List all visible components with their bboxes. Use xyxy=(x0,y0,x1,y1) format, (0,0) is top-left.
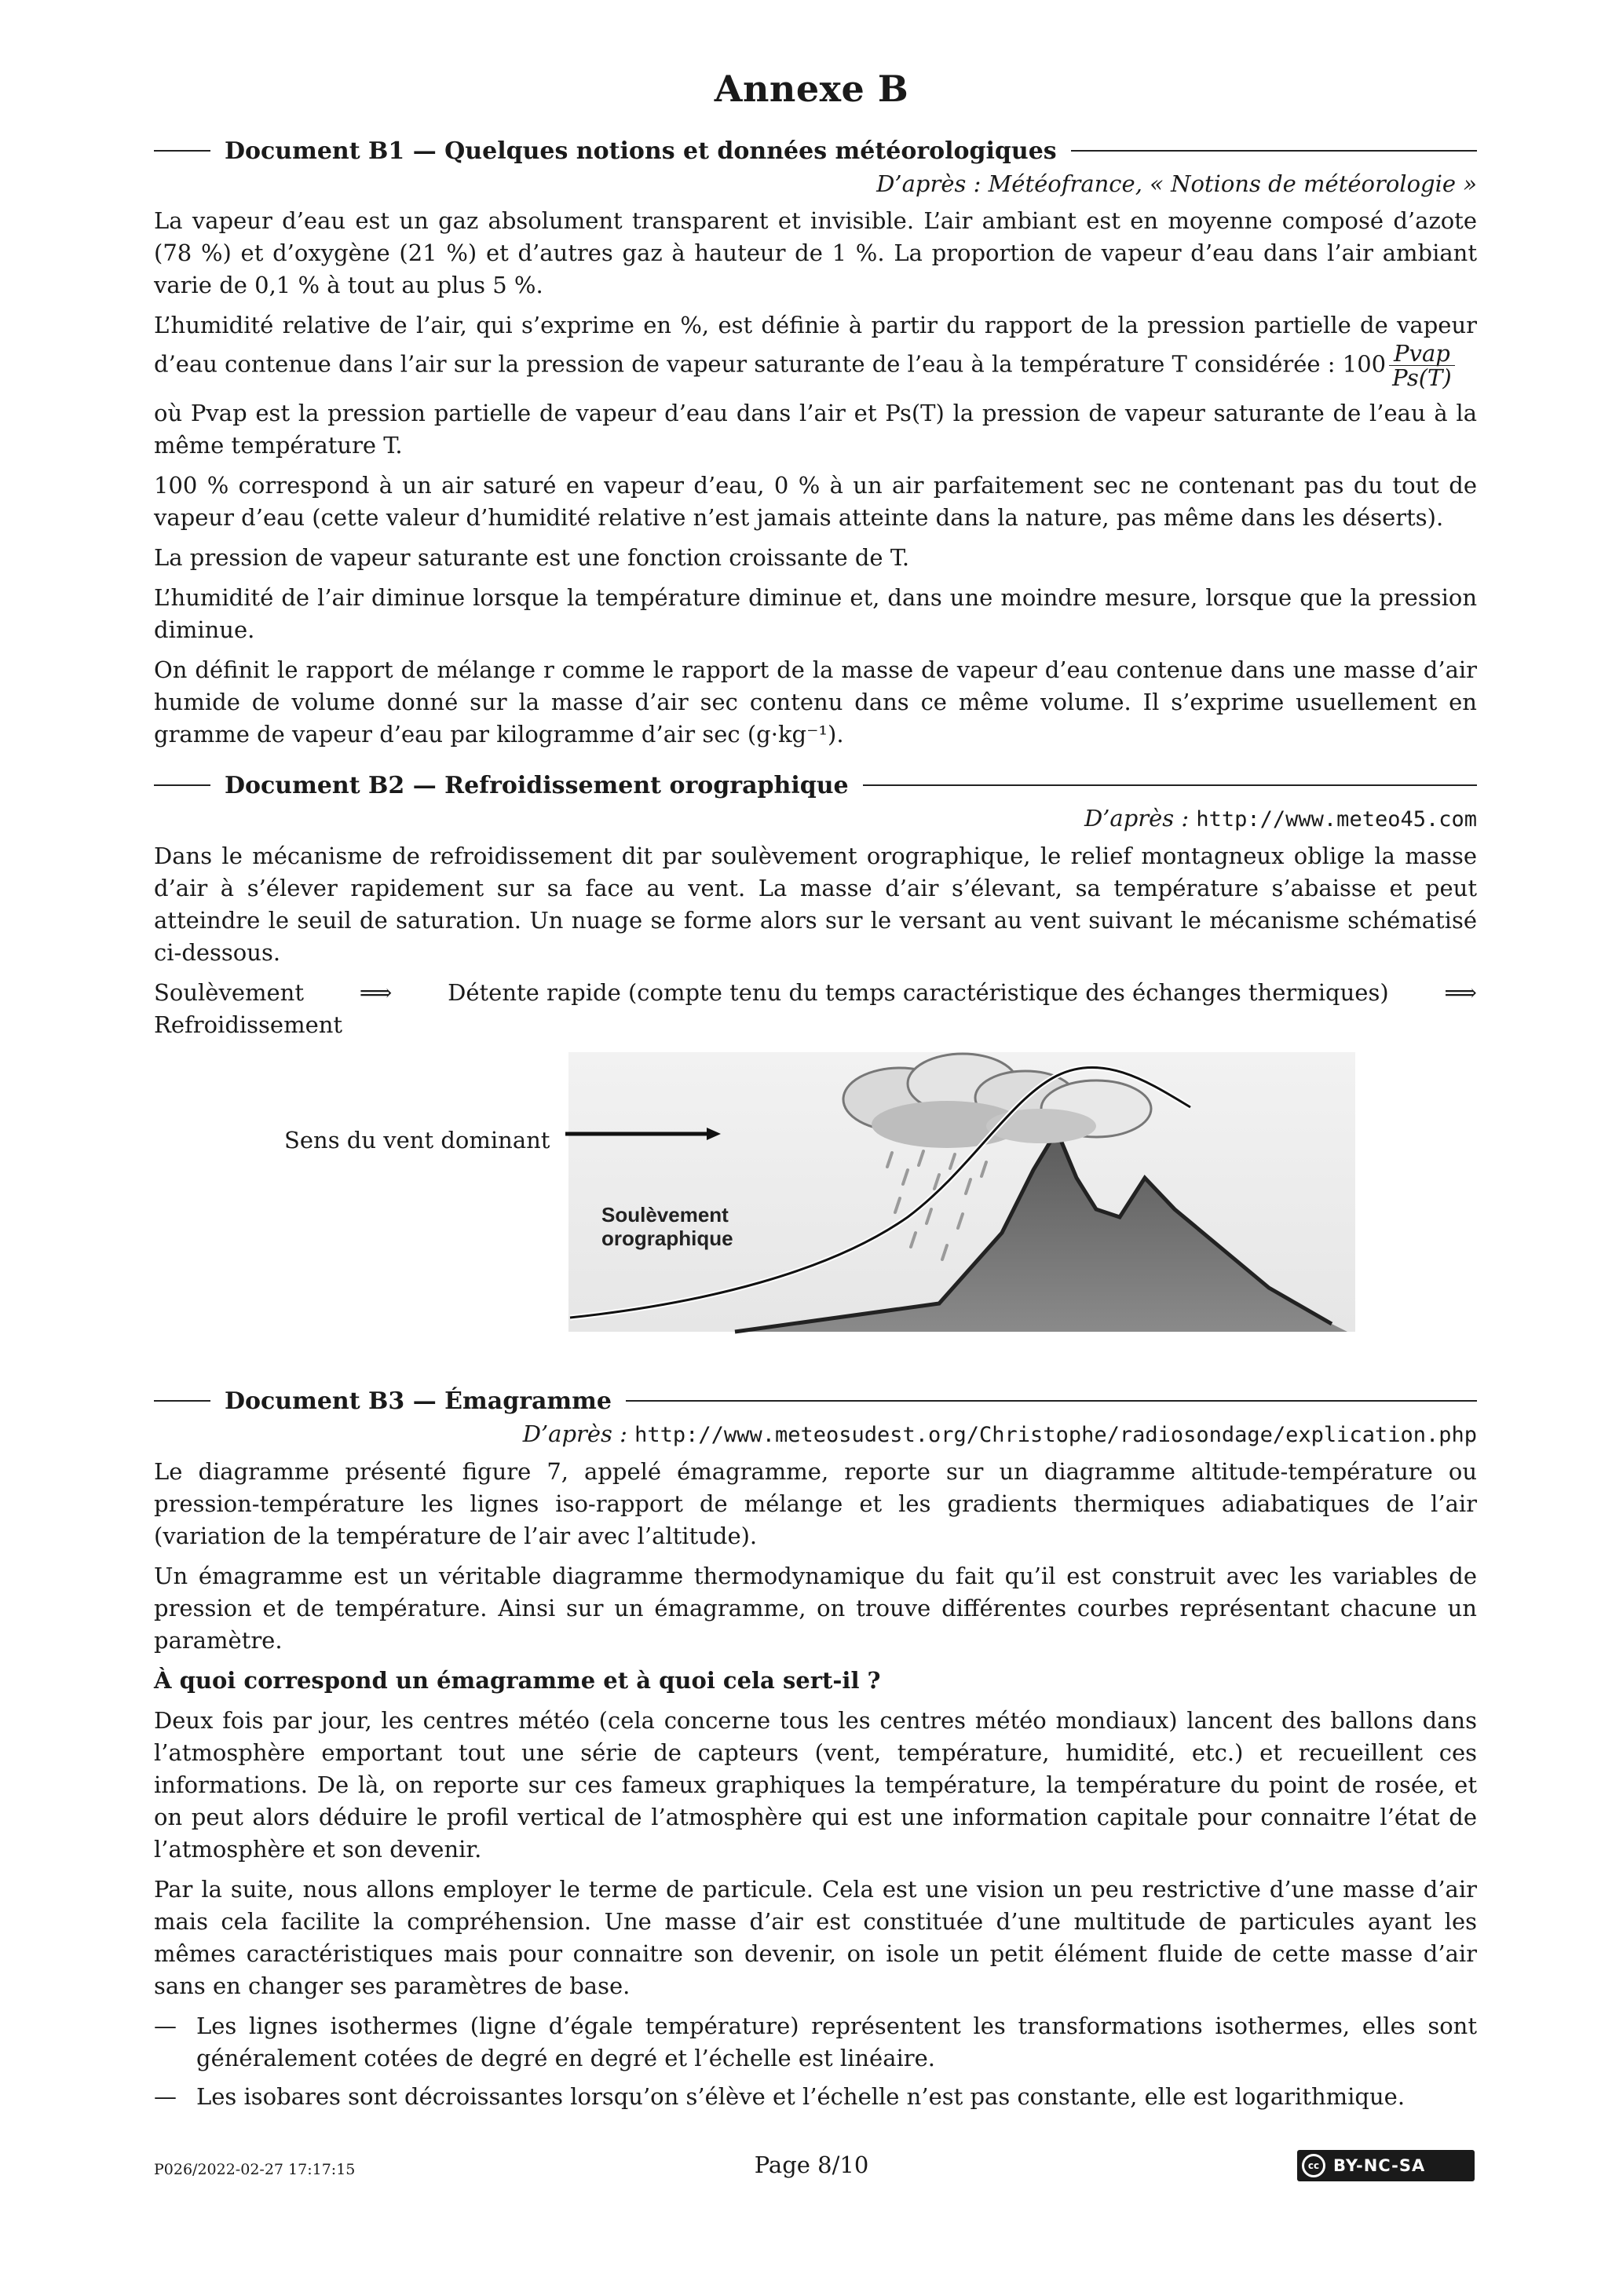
footer-code: P026/2022-02-27 17:17:15 xyxy=(154,2161,356,2178)
doc-b2-heading: Document B2 — Refroidissement orographique xyxy=(225,771,849,799)
mechanism-chain xyxy=(154,977,1477,1009)
implies-arrow-icon: ⟹ xyxy=(359,979,393,1006)
doc-b3-p3: Deux fois par jour, les centres météo (cela concerne tous les centres météo mondiaux) lancent des ballons dans l’atmosphère emportant tout une série de capteurs (vent, température, humidité, etc.) et recueillent ces informations. De là, on reporte sur ces fameux graphiques la température, la température du point de rosée, et on peut alors déduire le profil vertical de l’atmosphère qui est une information capitale pour connaitre l’état de l’atmosphère et son devenir. xyxy=(154,1707,1477,1863)
license-text: BY-NC-SA xyxy=(1333,2156,1426,2175)
figure-text-line-2: orographique xyxy=(601,1227,733,1250)
page-number: Page 8/10 xyxy=(754,2152,869,2178)
rule-left xyxy=(154,1400,210,1402)
doc-b3-p4: Par la suite, nous allons employer le terme de particule. Cela est une vision un peu restrictive d’une masse d’air mais cela facilite la compréhension. Une masse d’air est constituée d’une multitude de particules ayant les mêmes caractéristiques mais pour connaitre son devenir, on isole un petit élément fluide de cette masse d’air sans en changer ses paramètres de base. xyxy=(154,1876,1477,1999)
doc-b1-heading-row xyxy=(154,133,1477,168)
humidity-fraction xyxy=(1389,342,1455,389)
chain-step-2: Détente rapide (compte tenu du temps caractéristique des échanges thermiques) xyxy=(448,979,1389,1006)
list-dash: — xyxy=(154,2013,177,2039)
doc-b1-p4: 100 % correspond à un air saturé en vapeur d’eau, 0 % à un air parfaitement sec ne contenant pas du tout de vapeur d’eau (cette valeur d’humidité relative n’est jamais atteinte dans la nature, pas même dans les déserts). xyxy=(154,472,1477,531)
source-url: http://www.meteo45.com xyxy=(1196,807,1477,832)
doc-b1-heading: Document B1 — Quelques notions et données météorologiques xyxy=(225,137,1057,165)
implies-arrow-icon: ⟹ xyxy=(1444,979,1477,1006)
doc-b1-p5: La pression de vapeur saturante est une fonction croissante de T. xyxy=(154,544,910,571)
license-badge xyxy=(1297,2150,1475,2181)
doc-b3-p1: Le diagramme présenté figure 7, appelé émagramme, reporte sur un diagramme altitude-température ou pression-température les lignes iso-rapport de mélange et les gradients thermiques adiabatiques de l’air (variation de la température de l’air avec l’altitude). xyxy=(154,1458,1477,1549)
chain-step-1: Soulèvement xyxy=(154,979,304,1006)
rule-right xyxy=(626,1400,1477,1402)
page-title: Annexe B xyxy=(714,68,909,110)
doc-b1-p2-text: L’humidité relative de l’air, qui s’exprime en %, est définie à partir du rapport de la pression partielle de vapeur d’eau contenue dans l’air sur la pression de vapeur saturante de l’eau à la température T considérée : 100 xyxy=(154,312,1477,378)
rule-left xyxy=(154,150,210,152)
doc-b1-p3: où Pvap est la pression partielle de vapeur d’eau dans l’air et Ps(T) la pression de vapeur saturante de l’eau à la même température T. xyxy=(154,400,1477,459)
orographic-diagram xyxy=(154,1052,1477,1366)
doc-b3-subheading: À quoi correspond un émagramme et à quoi cela sert-il ? xyxy=(154,1667,881,1694)
rule-right xyxy=(1071,150,1477,152)
rule-left xyxy=(154,784,210,786)
orographic-figure xyxy=(154,1052,1477,1366)
source-url: http://www.meteosudest.org/Christophe/radiosondage/explication.php xyxy=(634,1423,1477,1447)
creative-commons-icon: cc xyxy=(1302,2154,1325,2177)
figure-text-line-1: Soulèvement xyxy=(601,1203,729,1227)
source-prefix: D’après : xyxy=(1084,805,1190,832)
doc-b3-heading: Document B3 — Émagramme xyxy=(225,1387,612,1415)
doc-b1-source: D’après : Météofrance, « Notions de météorologie » xyxy=(876,170,1477,197)
fraction-denominator: Ps(T) xyxy=(1392,364,1452,391)
doc-b2-source xyxy=(154,803,1477,835)
doc-b2-heading-row xyxy=(154,768,1477,803)
chain-step-3: Refroidissement xyxy=(154,1011,343,1038)
content xyxy=(154,133,1477,2119)
list-item xyxy=(154,2081,1477,2113)
doc-b1-p1: La vapeur d’eau est un gaz absolument transparent et invisible. L’air ambiant est en moyenne composé d’azote (78 %) et d’oxygène (21 %) et d’autres gaz à hauteur de 1 %. La proportion de vapeur d’eau dans l’air ambiant varie de 0,1 % à tout au plus 5 %. xyxy=(154,207,1477,298)
list-item xyxy=(154,2010,1477,2075)
source-prefix: D’après : xyxy=(522,1420,627,1447)
list-item-text: Les lignes isothermes (ligne d’égale température) représentent les transformations isothermes, elles sont généralement cotées de degré en degré et l’échelle est linéaire. xyxy=(196,2013,1477,2071)
rule-right xyxy=(863,784,1477,786)
doc-b1-p7: On définit le rapport de mélange r comme le rapport de la masse de vapeur d’eau contenue dans une masse d’air humide de volume donné sur la masse d’air sec contenu dans ce même volume. Il s’exprime usuellement en gramme de vapeur d’eau par kilogramme d’air sec (g·kg⁻¹). xyxy=(154,656,1477,748)
doc-b3-p2: Un émagramme est un véritable diagramme thermodynamique du fait qu’il est construit avec les variables de pression et de température. Ainsi sur un émagramme, on trouve différentes courbes représentant chacune un paramètre. xyxy=(154,1563,1477,1654)
fraction-numerator: Pvap xyxy=(1389,342,1455,366)
list-item-text: Les isobares sont décroissantes lorsqu’on s’élève et l’échelle n’est pas constante, elle est logarithmique. xyxy=(196,2083,1406,2110)
list-dash: — xyxy=(154,2083,177,2110)
doc-b1-p6: L’humidité de l’air diminue lorsque la température diminue et, dans une moindre mesure, lorsque que la pression diminue. xyxy=(154,584,1477,643)
wind-direction-label: Sens du vent dominant xyxy=(284,1127,550,1153)
doc-b1-p2 xyxy=(154,309,1477,389)
doc-b3-heading-row xyxy=(154,1384,1477,1418)
doc-b2-p1: Dans le mécanisme de refroidissement dit par soulèvement orographique, le relief montagneux oblige la masse d’air à s’élever rapidement sur sa face au vent. La masse d’air s’élevant, sa température s’abaisse et peut atteindre le seuil de saturation. Un nuage se forme alors sur le versant au vent suivant le mécanisme schématisé ci-dessous. xyxy=(154,843,1477,966)
doc-b3-source xyxy=(154,1418,1477,1451)
